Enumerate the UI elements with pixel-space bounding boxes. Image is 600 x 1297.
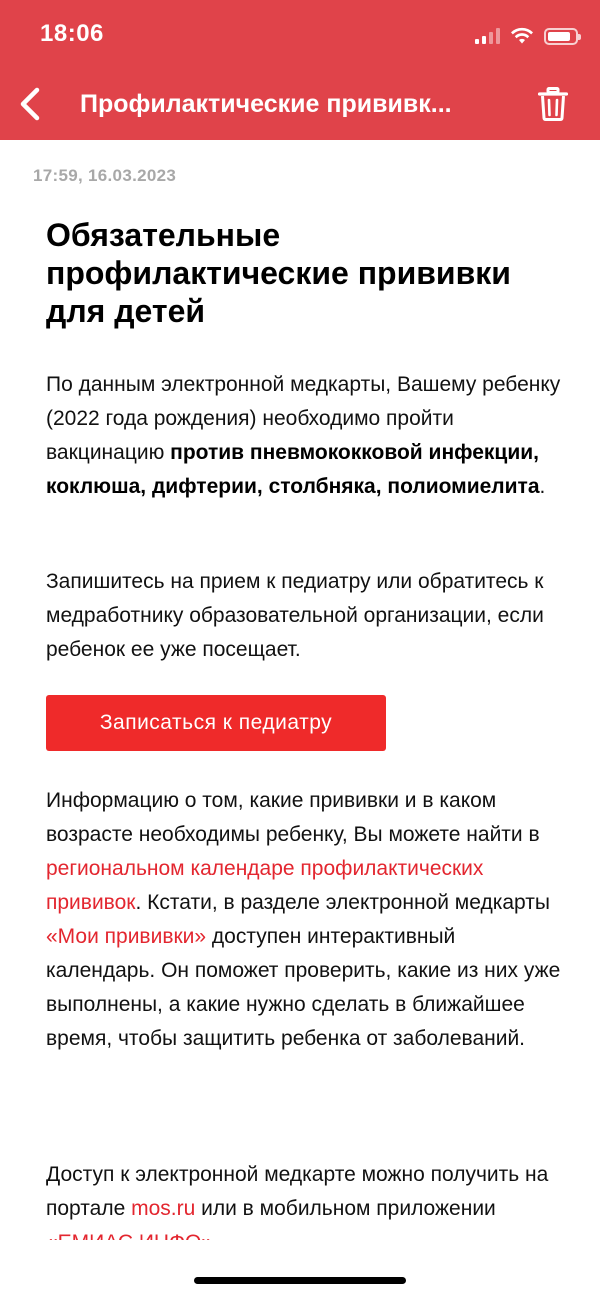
- paragraph-calendar-info: Информацию о том, какие прививки и в каком возрасте необходимы ребенку, Вы можете найти в региональном календаре профилактических прививок. Кстати, в разделе электронной медкарты «Мои прививки» доступен интерактивный календарь. Он поможет проверить, какие из них уже выполнены, а какие нужно сделать в ближайшее время, чтобы защитить ребенка от заболеваний.: [46, 789, 561, 1050]
- app-header: [0, 0, 600, 140]
- paragraph-appointment-advice: Запишитесь на прием к педиатру или обратитесь к медработнику образовательной организации, если ребенок ее уже посещает.: [46, 570, 544, 661]
- message-timestamp: 17:59, 16.03.2023: [33, 166, 177, 185]
- cellular-signal-icon: [475, 28, 500, 44]
- bottom-safe-area: [0, 1240, 600, 1297]
- back-button[interactable]: [10, 84, 50, 124]
- paragraph-medcard-access: Доступ к электронной медкарте можно получить на портале mos.ru или в мобильном приложении: [46, 1158, 566, 1260]
- status-icons: [475, 24, 578, 48]
- battery-icon: [544, 28, 578, 45]
- paragraph-vaccination-required: По данным электронной медкарты, Вашему ребенку (2022 года рождения) необходимо пройти вакцинацию против пневмококковой инфекции, коклюша, дифтерии, столбняка, полиомиелита.: [46, 373, 561, 498]
- status-time: 18:06: [40, 20, 104, 47]
- article-title: Обязательные профилактические прививки для детей: [46, 217, 511, 329]
- chevron-left-icon: [18, 86, 42, 122]
- trash-icon: [538, 87, 568, 121]
- home-indicator[interactable]: [194, 1277, 406, 1284]
- my-vaccinations-link[interactable]: «Мои прививки»: [46, 925, 207, 948]
- book-pediatrician-button[interactable]: Записаться к педиатру: [46, 695, 386, 751]
- regional-vaccination-calendar-link[interactable]: региональном календаре профилактических прививок: [46, 857, 484, 914]
- vaccination-list: против пневмококковой инфекции, коклюша, дифтерии, столбняка, полиомиелита: [46, 441, 540, 498]
- header-title: Профилактические прививк...: [80, 90, 452, 118]
- wifi-icon: [510, 27, 534, 45]
- delete-button[interactable]: [536, 86, 570, 122]
- mos-ru-link[interactable]: mos.ru: [131, 1197, 196, 1220]
